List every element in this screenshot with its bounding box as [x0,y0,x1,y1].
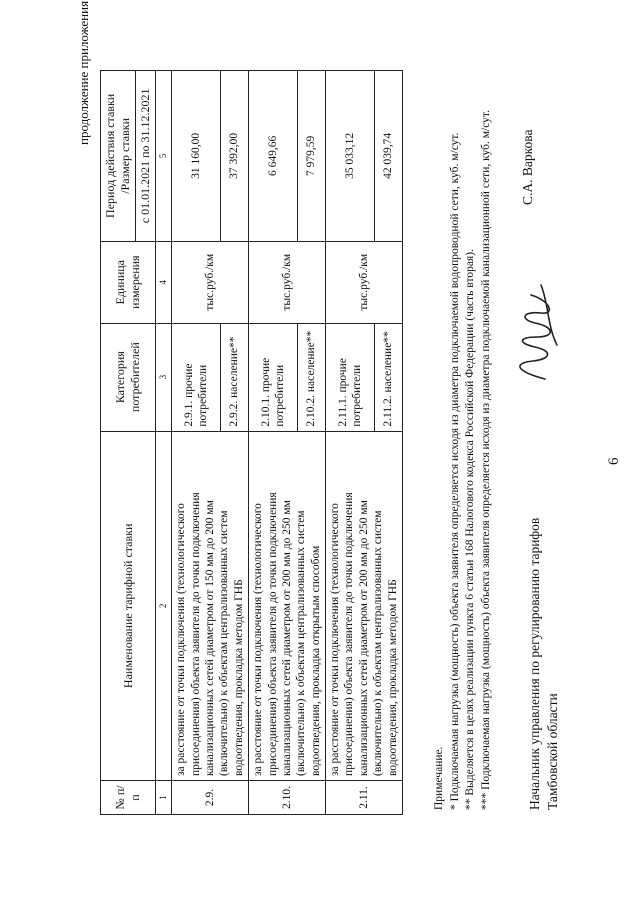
row-value: 42 039,74 [374,71,402,242]
header-no: № п/п [101,781,156,815]
note-3: *** Подключаемая нагрузка (мощность) объекта заявителя определяется исходя из диаметра подключаемой канализационной сети, куб. м/сут. [479,110,492,810]
row-value: 35 033,12 [326,71,375,242]
table-row [172,71,221,815]
header-period-dates: с 01.01.2021 по 31.12.2021 [135,71,153,241]
notes-title: Примечание. [433,746,445,810]
continuation-label: продолжение приложения [76,0,91,145]
row-unit: тыс.руб./км [172,241,249,323]
signer-name: С.А. Варкова [520,129,535,205]
row-category: 2.11.1. прочие потребители [326,323,375,431]
page-number: 6 [606,457,622,465]
column-number-row [156,71,172,815]
header-name: Наименование тарифной ставки [101,431,156,780]
header-period [101,71,156,242]
table-row [326,71,375,815]
row-category: 2.11.2. население** [374,323,402,431]
signer-position: Начальник управления по регулированию тарифов Тамбовской области [527,517,560,810]
header-period-title: Период действия ставки [103,93,117,218]
row-value: 6 649,66 [249,71,298,242]
column-number: 5 [156,71,172,242]
notes-block [432,90,494,810]
row-number: 2.9. [172,781,249,815]
row-number: 2.10. [249,781,326,815]
row-unit: тыс.руб./км [249,241,326,323]
header-unit: Единица измерения [101,241,156,323]
row-value: 31 160,00 [172,71,221,242]
row-value: 37 392,00 [221,71,249,242]
row-category: 2.10.1. прочие потребители [249,323,298,431]
row-value: 7 979,59 [297,71,325,242]
row-category: 2.10.2. население** [297,323,325,431]
signature-image [505,275,565,385]
column-number: 1 [156,781,172,815]
row-unit: тыс.руб./км [326,241,403,323]
tariff-table [100,70,403,815]
row-category: 2.9.1. прочие потребители [172,323,221,431]
row-name: за расстояние от точки подключения (технологического присоединения) объекта заявителя до точки подключения канализационных сетей диаметром от 200 мм до 250 мм (включительно) к объектам централизованных систем водоотведения, прокладка методом ГНБ [326,431,403,780]
header-category: Категория потребителей [101,323,156,431]
row-number: 2.11. [326,781,403,815]
column-number: 4 [156,241,172,323]
row-name: за расстояние от точки подключения (технологического присоединения) объекта заявителя до точки подключения канализационных сетей диаметром от 200 мм до 250 мм (включительно) к объектам централизованных систем водоотведения, прокладка открытым способом [249,431,326,780]
table-row [249,71,298,815]
note-2: ** Выделяется в целях реализации пункта 6 статьи 168 Налогового кодекса Российской Федерации (часть вторая). [464,249,477,810]
row-name: за расстояние от точки подключения (технологического присоединения) объекта заявителя до точки подключения канализационных сетей диаметром от 150 мм до 200 мм (включительно) к объектам централизованных систем водоотведения, прокладка методом ГНБ [172,431,249,780]
table-header-row [101,71,156,815]
column-number: 3 [156,323,172,431]
row-category: 2.9.2. население** [221,323,249,431]
column-number: 2 [156,431,172,780]
note-1: * Подключаемая нагрузка (мощность) объекта заявителя определяется исходя из диаметра подключаемой водопроводной сети, куб. м/сут. [448,132,461,810]
header-period-subtitle: /Размер ставки [118,117,132,194]
